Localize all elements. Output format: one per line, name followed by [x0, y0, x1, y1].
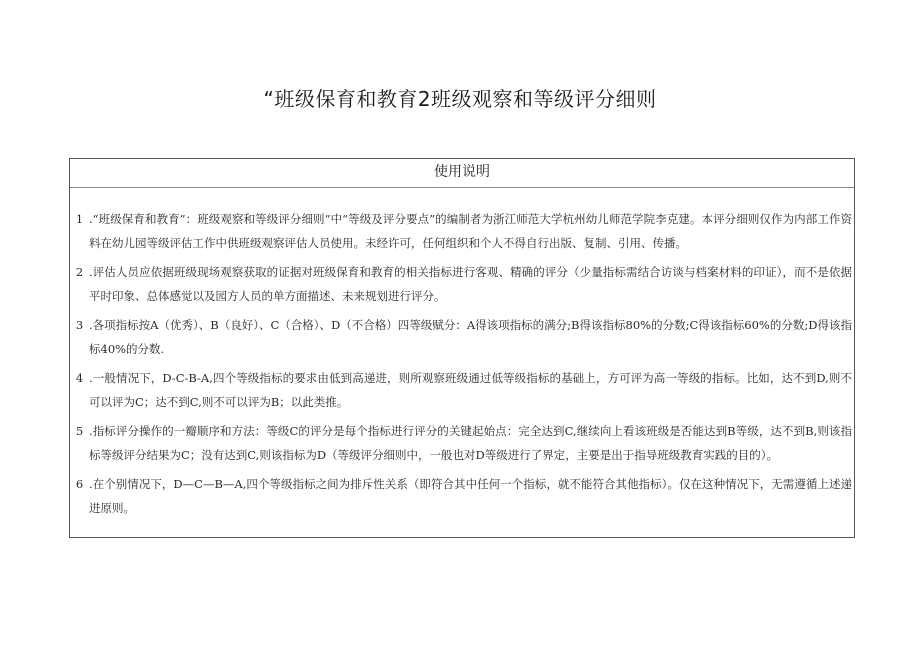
item-text: .各项指标按A（优秀）、B（良好）、C（合格）、D（不合格）四等级赋分：A得该项指标的满分;B得该指标80%的分数;C得该指标60%的分数;D得该指标40%的分数.	[89, 318, 852, 356]
list-item	[70, 419, 856, 467]
instructions-box	[69, 158, 855, 538]
list-item	[70, 313, 856, 361]
instructions-list	[70, 207, 856, 525]
item-text: .在个别情况下，D—C—B—A,四个等级指标之间为排斥性关系（即符合其中任何一个指标，就不能符合其他指标）。仅在这种情况下，无需遵循上述递进原则。	[89, 477, 852, 515]
item-number: 5	[75, 424, 84, 438]
item-text: .评估人员应依据班级现场观察获取的证据对班级保育和教育的相关指标进行客观、精确的评分（少量指标需结合访谈与档案材料的印证），而不是依据平时印象、总体感觉以及园方人员的单方面描述、未来规划进行评分。	[89, 265, 852, 303]
item-text: .“班级保育和教育”：班级观察和等级评分细则”中“等级及评分要点”的编制者为浙江师范大学杭州幼儿师范学院李克建。本评分细则仅作为内部工作资料在幼儿园等级评估工作中供班级观察评估人员使用。未经许可，任何组织和个人不得自行出版、复制、引用、传播。	[89, 212, 852, 250]
item-number: 6	[75, 477, 84, 491]
item-number: 1	[75, 212, 84, 226]
item-number: 3	[75, 318, 84, 332]
list-item	[70, 366, 856, 414]
item-text: .指标评分操作的一瓣顺序和方法：等级C的评分是每个指标进行评分的关键起始点：完全达到C,继续向上看该班级是否能达到B等级，达不到B,则该指标等级评分结果为C；没有达到C,则该指标为D（等级评分细则中，一般也对D等级进行了界定，主要是出于指导班级教育实践的目的）。	[89, 424, 852, 462]
item-number: 2	[75, 265, 84, 279]
list-item	[70, 207, 856, 255]
item-text: .一般情况下，D-C-B-A,四个等级指标的要求由低到高递进，则所观察班级通过低等级指标的基础上，方可评为高一等级的指标。比如，达不到D,则不可以评为C；达不到C,则不可以评为B；以此类推。	[89, 371, 852, 409]
item-number: 4	[75, 371, 84, 385]
list-item	[70, 472, 856, 520]
list-item	[70, 260, 856, 308]
page-title: “班级保育和教育2班级观察和等级评分细则	[263, 87, 657, 111]
instructions-heading: 使用说明	[70, 159, 854, 188]
